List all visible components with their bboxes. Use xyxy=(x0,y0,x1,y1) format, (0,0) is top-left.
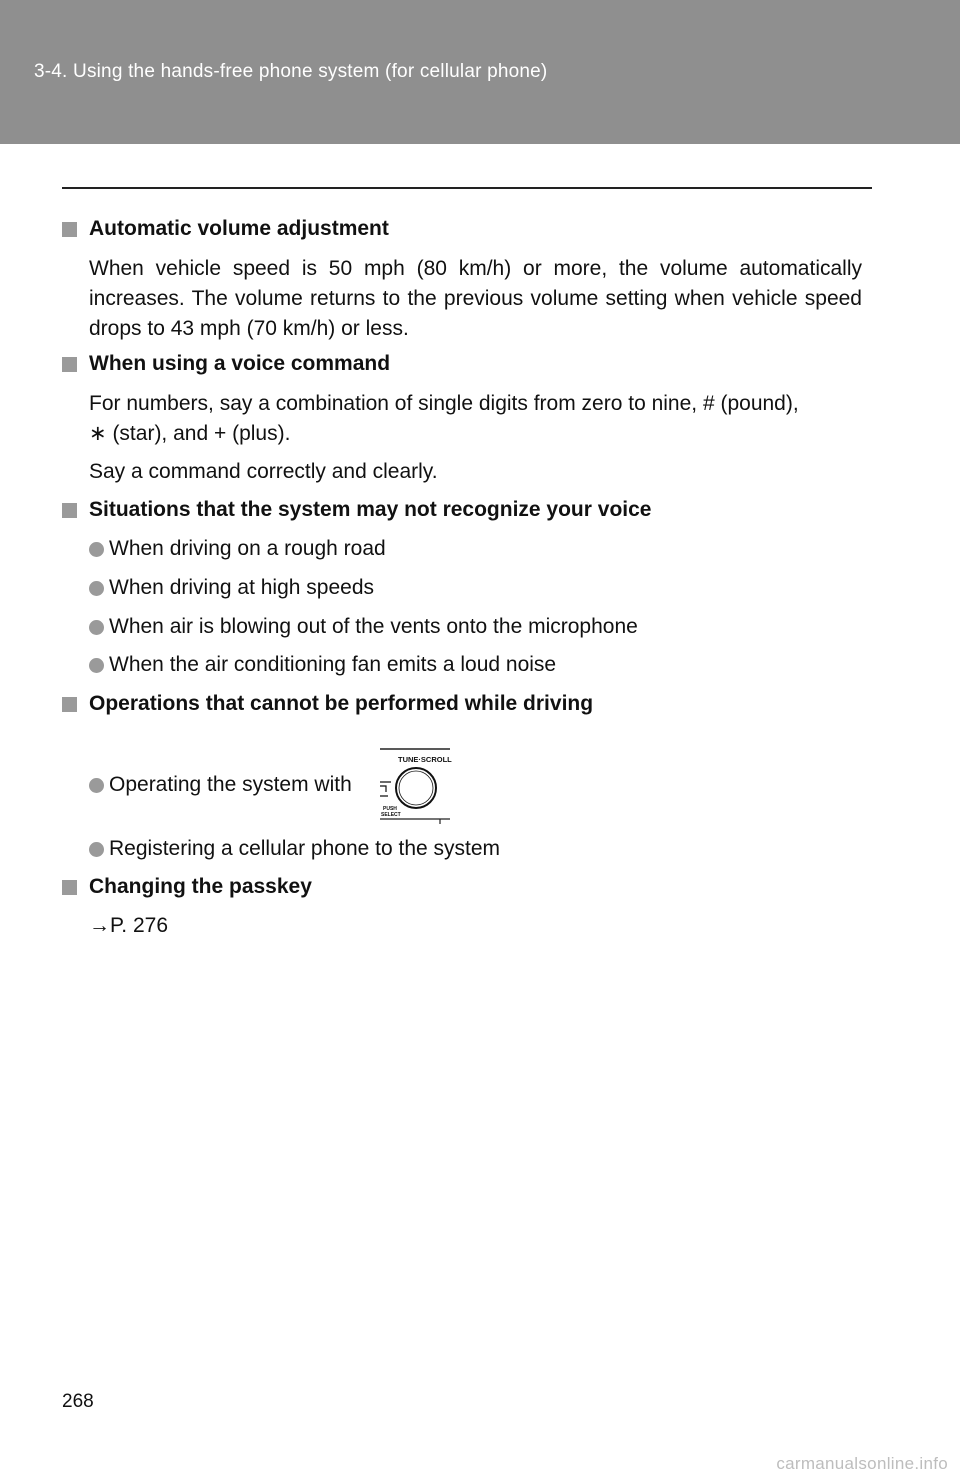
square-bullet-icon xyxy=(62,222,77,237)
round-bullet-icon xyxy=(89,581,104,596)
paragraph-voice-star: ∗ (star), and + (plus). xyxy=(89,422,291,445)
list-item: Registering a cellular phone to the system xyxy=(109,837,501,860)
knob-label-select: SELECT xyxy=(381,812,401,818)
paragraph-voice-clearly: Say a command correctly and clearly. xyxy=(89,460,438,483)
divider-rule xyxy=(62,187,872,189)
square-bullet-icon xyxy=(62,697,77,712)
square-bullet-icon xyxy=(62,357,77,372)
paragraph-voice-numbers: For numbers, say a combination of single digits from zero to nine, # (pound), xyxy=(89,392,799,415)
watermark: carmanualsonline.info xyxy=(776,1454,948,1473)
star-symbol: ∗ xyxy=(89,422,107,445)
page-reference xyxy=(89,914,168,938)
heading-automatic-volume: Automatic volume adjustment xyxy=(89,217,389,240)
heading-situations: Situations that the system may not recognize your voice xyxy=(89,498,652,521)
page-reference-link[interactable]: P. 276 xyxy=(110,914,169,937)
heading-voice-command: When using a voice command xyxy=(89,352,391,375)
round-bullet-icon xyxy=(89,778,104,793)
list-item: When air is blowing out of the vents onto the microphone xyxy=(109,615,638,638)
round-bullet-icon xyxy=(89,620,104,635)
knob-label-push: PUSH xyxy=(383,806,397,812)
section-title: 3-4. Using the hands-free phone system (for cellular phone) xyxy=(34,61,548,82)
tune-scroll-knob-icon xyxy=(378,745,452,825)
round-bullet-icon xyxy=(89,658,104,673)
list-item: When driving at high speeds xyxy=(109,576,374,599)
paragraph-automatic-volume: When vehicle speed is 50 mph (80 km/h) or more, the volume automatically increases. The volume returns to the previous volume setting when vehicle speed drops to 43 mph (70 km/h) or less. xyxy=(89,257,862,340)
page-number: 268 xyxy=(62,1391,94,1412)
round-bullet-icon xyxy=(89,842,104,857)
square-bullet-icon xyxy=(62,880,77,895)
heading-operations: Operations that cannot be performed while driving xyxy=(89,692,594,715)
square-bullet-icon xyxy=(62,503,77,518)
list-item: Operating the system with xyxy=(109,773,352,796)
list-item: When driving on a rough road xyxy=(109,537,386,560)
list-item: When the air conditioning fan emits a loud noise xyxy=(109,653,557,676)
heading-passkey: Changing the passkey xyxy=(89,875,312,898)
knob-label-tune-scroll: TUNE·SCROLL xyxy=(398,755,452,764)
arrow-right-icon: → xyxy=(89,914,110,937)
round-bullet-icon xyxy=(89,542,104,557)
